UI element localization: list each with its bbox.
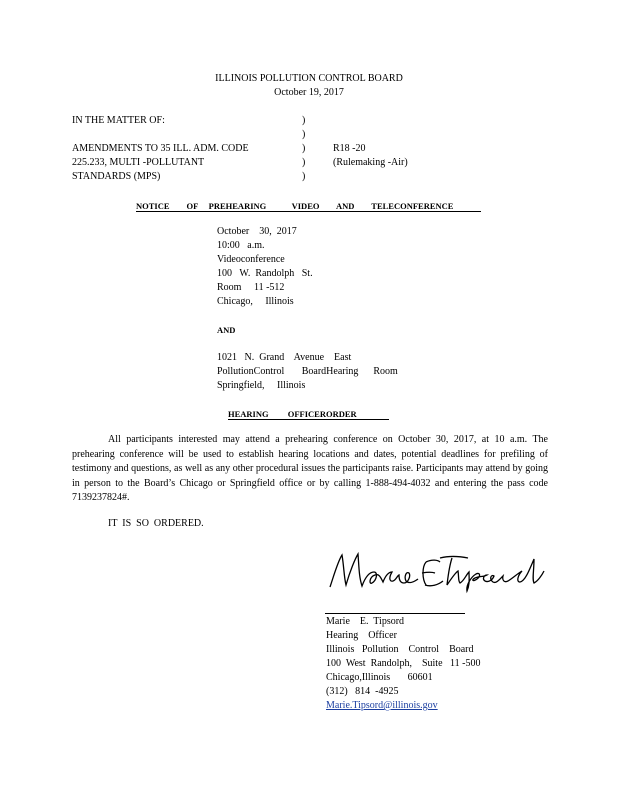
signature-line-text: 100 West Randolph, Suite 11 -500: [326, 658, 481, 669]
order-paragraph: All participants interested may attend a prehearing conference on October 30, 2017, at 10 a.m. The prehearing conference will be used to establish hearing locations and dates, potential deadlines for prefiling of testimony and questions, as well as any other procedural issues the participants raise. Participants may attend by going in person to the Board’s Chicago or Springfield office or by calling 1-888-494-4032 and entering the pass code 7139237824#.: [72, 434, 548, 504]
order-title-underline: [228, 419, 389, 420]
signature-line-text: Marie E. Tipsord: [326, 616, 405, 627]
handwritten-signature: [322, 545, 547, 595]
so-ordered: IT IS SO ORDERED.: [108, 518, 204, 529]
signature-line-text: Hearing Officer: [326, 630, 397, 641]
document-date: October 19, 2017: [274, 87, 344, 98]
caption-paren: ): [302, 129, 306, 140]
caption-line: STANDARDS (MPS): [72, 171, 161, 182]
hearing-line: 1021 N. Grand Avenue East: [217, 352, 352, 363]
signature-line-text: (312) 814 -4925: [326, 686, 399, 697]
caption-paren: ): [302, 143, 306, 154]
hearing-line: Videoconference: [217, 254, 285, 265]
hearing-line: 10:00 a.m.: [217, 240, 265, 251]
hearing-line: Springfield, Illinois: [217, 380, 306, 391]
and-label: AND: [217, 325, 236, 335]
notice-title-underline: [136, 211, 481, 212]
caption-line: AMENDMENTS TO 35 ILL. ADM. CODE: [72, 143, 249, 154]
hearing-line: October 30, 2017: [217, 226, 297, 237]
caption-line: IN THE MATTER OF:: [72, 115, 165, 126]
caption-paren: ): [302, 115, 306, 126]
board-name: ILLINOIS POLLUTION CONTROL BOARD: [215, 73, 403, 84]
hearing-line: PollutionControl BoardHearing Room: [217, 366, 398, 377]
signature-line-text: Illinois Pollution Control Board: [326, 644, 474, 655]
caption-paren: ): [302, 171, 306, 182]
email-link[interactable]: Marie.Tipsord@illinois.gov: [326, 700, 438, 711]
order-title: HEARING OFFICERORDER: [228, 409, 357, 419]
docket-number: R18 -20: [333, 143, 366, 154]
hearing-line: Room 11 -512: [217, 282, 285, 293]
caption-line: 225.233, MULTI -POLLUTANT: [72, 157, 205, 168]
signature-line-text: Chicago,Illinois 60601: [326, 672, 433, 683]
signature-line: [325, 613, 465, 614]
caption-paren: ): [302, 157, 306, 168]
rulemaking-type: (Rulemaking -Air): [333, 157, 408, 168]
notice-title: NOTICE OF PREHEARING VIDEO AND TELECONFERENCE: [136, 201, 454, 211]
hearing-line: Chicago, Illinois: [217, 296, 294, 307]
hearing-line: 100 W. Randolph St.: [217, 268, 313, 279]
